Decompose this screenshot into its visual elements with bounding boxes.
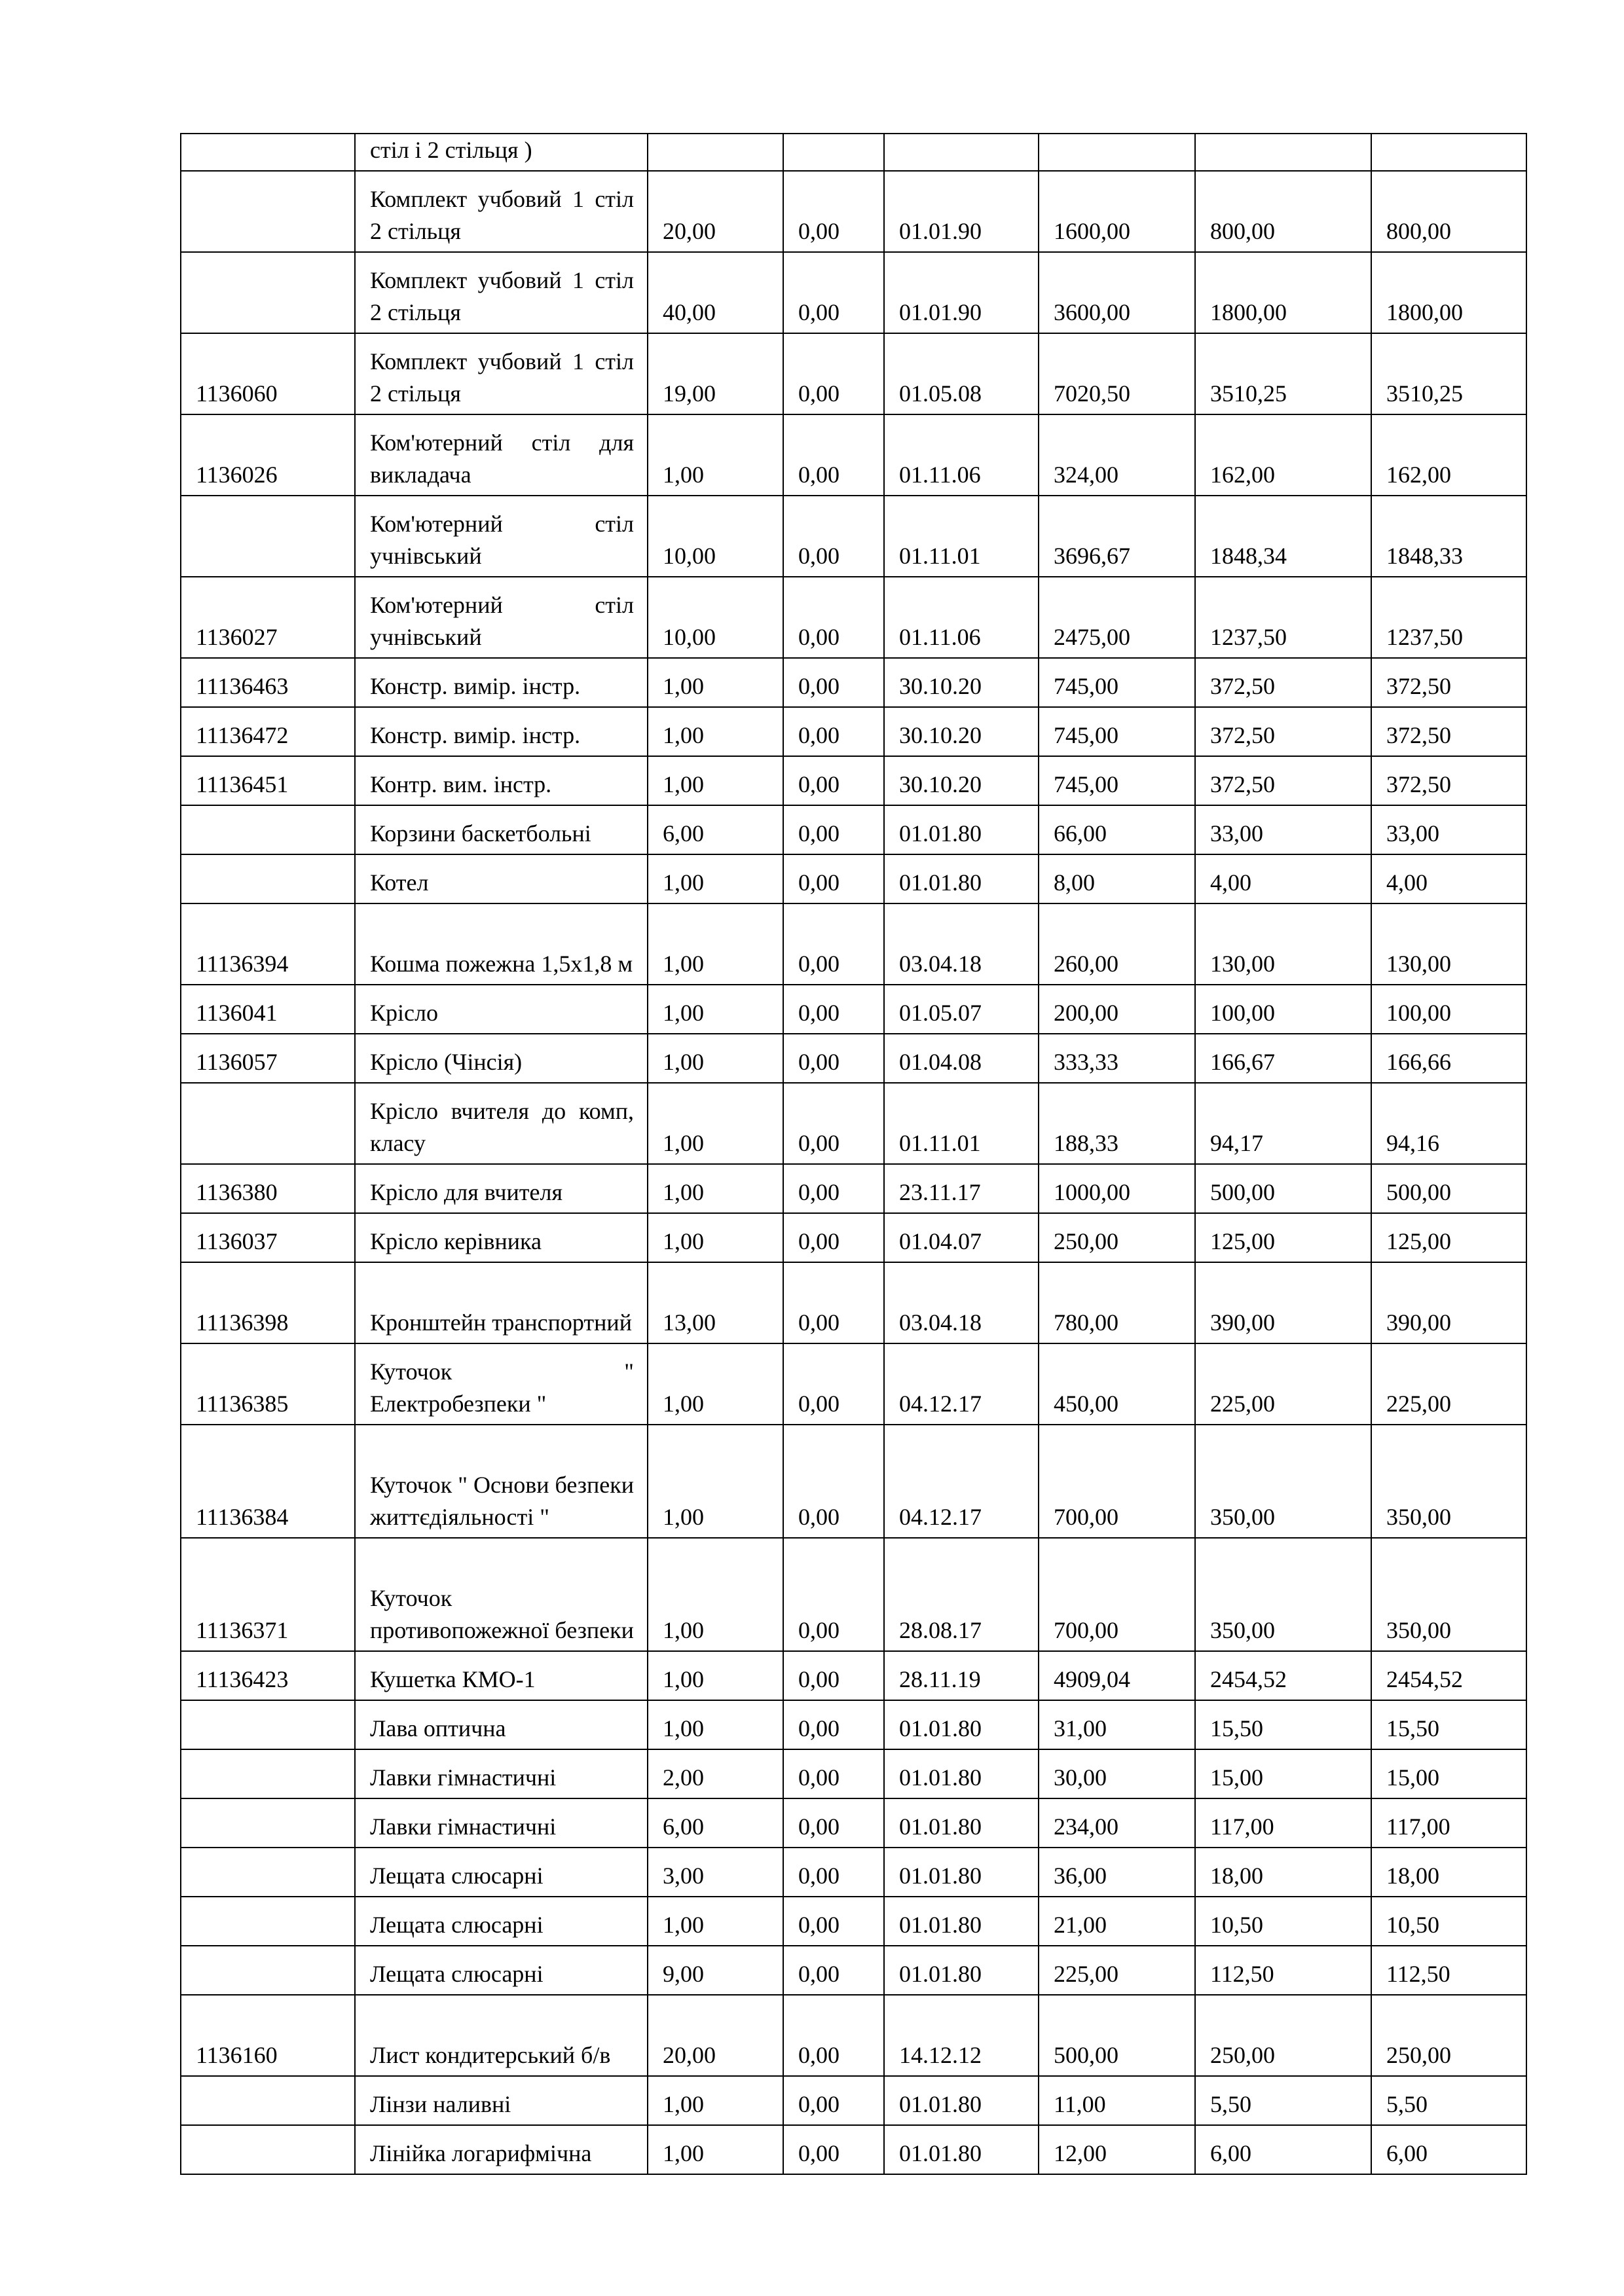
- cell-item-name: Лава оптична: [355, 1700, 648, 1749]
- cell-date: 30.10.20: [884, 756, 1039, 805]
- cell-residual-value: 800,00: [1371, 171, 1526, 252]
- cell-depreciation: 6,00: [1195, 2125, 1371, 2174]
- cell-residual-value: 372,50: [1371, 707, 1526, 756]
- cell-depreciation: 130,00: [1195, 903, 1371, 985]
- cell-inventory-number: 11136472: [181, 707, 355, 756]
- cell-item-name: Лінійка логарифмічна: [355, 2125, 648, 2174]
- cell-inventory-number: [181, 2125, 355, 2174]
- table-row: [181, 1897, 1526, 1946]
- cell-item-name: Лещата слюсарні: [355, 1946, 648, 1995]
- cell-initial-cost: 745,00: [1039, 707, 1195, 756]
- cell-item-name: Кошма пожежна 1,5х1,8 м: [355, 903, 648, 985]
- cell-inventory-number: 11136463: [181, 658, 355, 707]
- cell-inventory-number: [181, 1897, 355, 1946]
- cell-residual-value: 225,00: [1371, 1343, 1526, 1425]
- table-row: [181, 1651, 1526, 1700]
- cell-item-name: Куточок " Електробезпеки ": [355, 1343, 648, 1425]
- cell-residual-value: 4,00: [1371, 854, 1526, 903]
- cell-inventory-number: [181, 171, 355, 252]
- cell-initial-cost: 225,00: [1039, 1946, 1195, 1995]
- cell-date: 01.11.06: [884, 414, 1039, 496]
- cell-inventory-number: 11136385: [181, 1343, 355, 1425]
- cell-residual-value: 350,00: [1371, 1425, 1526, 1538]
- cell-depreciation: 1800,00: [1195, 252, 1371, 333]
- cell-item-name: Крісло: [355, 985, 648, 1034]
- cell-initial-cost: 780,00: [1039, 1262, 1195, 1343]
- cell-quantity: 1,00: [648, 2076, 783, 2125]
- table-row: [181, 414, 1526, 496]
- cell-date: 01.04.07: [884, 1213, 1039, 1262]
- cell-residual-value: 6,00: [1371, 2125, 1526, 2174]
- cell-wear-rate: 0,00: [783, 1538, 884, 1651]
- cell-initial-cost: 3696,67: [1039, 496, 1195, 577]
- cell-residual-value: 94,16: [1371, 1083, 1526, 1164]
- cell-initial-cost: 4909,04: [1039, 1651, 1195, 1700]
- cell-wear-rate: 0,00: [783, 333, 884, 414]
- cell-depreciation: 250,00: [1195, 1995, 1371, 2076]
- cell-wear-rate: 0,00: [783, 903, 884, 985]
- cell-item-name: Куточок " Основи безпеки життєдіяльності ": [355, 1425, 648, 1538]
- cell-inventory-number: 11136398: [181, 1262, 355, 1343]
- cell-quantity: 1,00: [648, 2125, 783, 2174]
- cell-residual-value: [1371, 134, 1526, 171]
- cell-quantity: 1,00: [648, 1164, 783, 1213]
- cell-wear-rate: 0,00: [783, 1262, 884, 1343]
- cell-depreciation: 1237,50: [1195, 577, 1371, 658]
- table-row: [181, 1034, 1526, 1083]
- cell-wear-rate: 0,00: [783, 854, 884, 903]
- cell-residual-value: 162,00: [1371, 414, 1526, 496]
- cell-item-name: Ком'ютерний стіл для викладача: [355, 414, 648, 496]
- cell-item-name: Ком'ютерний стіл учнівський: [355, 496, 648, 577]
- cell-date: 04.12.17: [884, 1343, 1039, 1425]
- cell-wear-rate: 0,00: [783, 252, 884, 333]
- table-row: [181, 854, 1526, 903]
- cell-wear-rate: 0,00: [783, 1946, 884, 1995]
- cell-depreciation: [1195, 134, 1371, 171]
- cell-residual-value: 3510,25: [1371, 333, 1526, 414]
- cell-quantity: 10,00: [648, 577, 783, 658]
- cell-quantity: 1,00: [648, 1213, 783, 1262]
- cell-wear-rate: [783, 134, 884, 171]
- cell-wear-rate: 0,00: [783, 1848, 884, 1897]
- cell-initial-cost: 1600,00: [1039, 171, 1195, 252]
- cell-item-name: Крісло для вчителя: [355, 1164, 648, 1213]
- cell-item-name: Крісло (Чінсія): [355, 1034, 648, 1083]
- cell-item-name: Комплект учбовий 1 стіл 2 стільця: [355, 333, 648, 414]
- cell-inventory-number: [181, 496, 355, 577]
- cell-wear-rate: 0,00: [783, 496, 884, 577]
- cell-date: 30.10.20: [884, 707, 1039, 756]
- cell-residual-value: 372,50: [1371, 756, 1526, 805]
- cell-wear-rate: 0,00: [783, 707, 884, 756]
- cell-initial-cost: 333,33: [1039, 1034, 1195, 1083]
- cell-inventory-number: [181, 1083, 355, 1164]
- cell-depreciation: 500,00: [1195, 1164, 1371, 1213]
- cell-residual-value: 1237,50: [1371, 577, 1526, 658]
- cell-date: 01.05.08: [884, 333, 1039, 414]
- cell-initial-cost: 188,33: [1039, 1083, 1195, 1164]
- cell-residual-value: 1800,00: [1371, 252, 1526, 333]
- cell-wear-rate: 0,00: [783, 577, 884, 658]
- cell-initial-cost: [1039, 134, 1195, 171]
- cell-date: 01.05.07: [884, 985, 1039, 1034]
- cell-date: 01.01.80: [884, 2125, 1039, 2174]
- table-row: [181, 985, 1526, 1034]
- cell-item-name: Констр. вимір. інстр.: [355, 707, 648, 756]
- cell-inventory-number: [181, 252, 355, 333]
- cell-quantity: 40,00: [648, 252, 783, 333]
- cell-wear-rate: 0,00: [783, 1749, 884, 1798]
- cell-initial-cost: 745,00: [1039, 658, 1195, 707]
- cell-date: 01.01.80: [884, 2076, 1039, 2125]
- cell-date: 01.11.06: [884, 577, 1039, 658]
- cell-wear-rate: 0,00: [783, 1343, 884, 1425]
- cell-initial-cost: 745,00: [1039, 756, 1195, 805]
- table-row: [181, 1700, 1526, 1749]
- table-row: [181, 1946, 1526, 1995]
- cell-item-name: Констр. вимір. інстр.: [355, 658, 648, 707]
- cell-date: 01.01.80: [884, 1798, 1039, 1848]
- cell-inventory-number: 11136451: [181, 756, 355, 805]
- cell-residual-value: 372,50: [1371, 658, 1526, 707]
- cell-wear-rate: 0,00: [783, 414, 884, 496]
- cell-wear-rate: 0,00: [783, 2076, 884, 2125]
- cell-initial-cost: 260,00: [1039, 903, 1195, 985]
- table-row: [181, 1083, 1526, 1164]
- cell-date: 01.01.90: [884, 171, 1039, 252]
- table-row: [181, 756, 1526, 805]
- cell-wear-rate: 0,00: [783, 1798, 884, 1848]
- cell-item-name: Кронштейн транспортний: [355, 1262, 648, 1343]
- cell-initial-cost: 500,00: [1039, 1995, 1195, 2076]
- cell-residual-value: 100,00: [1371, 985, 1526, 1034]
- cell-quantity: 2,00: [648, 1749, 783, 1798]
- cell-residual-value: 33,00: [1371, 805, 1526, 854]
- cell-item-name: Контр. вим. інстр.: [355, 756, 648, 805]
- table-row: [181, 805, 1526, 854]
- table-row: [181, 707, 1526, 756]
- cell-inventory-number: 1136041: [181, 985, 355, 1034]
- cell-depreciation: 162,00: [1195, 414, 1371, 496]
- cell-item-name: Куточок противопожежної безпеки: [355, 1538, 648, 1651]
- cell-wear-rate: 0,00: [783, 756, 884, 805]
- cell-wear-rate: 0,00: [783, 985, 884, 1034]
- cell-item-name: Крісло вчителя до комп, класу: [355, 1083, 648, 1164]
- table-row: [181, 1343, 1526, 1425]
- cell-quantity: 13,00: [648, 1262, 783, 1343]
- cell-inventory-number: [181, 1848, 355, 1897]
- cell-quantity: 1,00: [648, 1083, 783, 1164]
- cell-quantity: 1,00: [648, 985, 783, 1034]
- cell-wear-rate: 0,00: [783, 658, 884, 707]
- cell-residual-value: 166,66: [1371, 1034, 1526, 1083]
- cell-date: 03.04.18: [884, 903, 1039, 985]
- cell-initial-cost: 200,00: [1039, 985, 1195, 1034]
- cell-depreciation: 117,00: [1195, 1798, 1371, 1848]
- cell-item-name: Комплект учбовий 1 стіл 2 стільця: [355, 252, 648, 333]
- cell-inventory-number: 1136160: [181, 1995, 355, 2076]
- cell-wear-rate: 0,00: [783, 1213, 884, 1262]
- cell-depreciation: 15,50: [1195, 1700, 1371, 1749]
- cell-initial-cost: 21,00: [1039, 1897, 1195, 1946]
- cell-date: 28.11.19: [884, 1651, 1039, 1700]
- cell-depreciation: 390,00: [1195, 1262, 1371, 1343]
- cell-date: 01.01.80: [884, 1700, 1039, 1749]
- cell-depreciation: 225,00: [1195, 1343, 1371, 1425]
- cell-residual-value: 125,00: [1371, 1213, 1526, 1262]
- table-row: [181, 1164, 1526, 1213]
- cell-quantity: 1,00: [648, 414, 783, 496]
- cell-date: [884, 134, 1039, 171]
- cell-wear-rate: 0,00: [783, 1651, 884, 1700]
- cell-initial-cost: 700,00: [1039, 1425, 1195, 1538]
- cell-depreciation: 100,00: [1195, 985, 1371, 1034]
- cell-inventory-number: 1136060: [181, 333, 355, 414]
- cell-item-name: Лавки гімнастичні: [355, 1798, 648, 1848]
- cell-date: 01.11.01: [884, 496, 1039, 577]
- cell-quantity: 1,00: [648, 1343, 783, 1425]
- cell-inventory-number: [181, 1700, 355, 1749]
- cell-quantity: 1,00: [648, 658, 783, 707]
- cell-date: 23.11.17: [884, 1164, 1039, 1213]
- cell-quantity: 1,00: [648, 707, 783, 756]
- cell-depreciation: 372,50: [1195, 707, 1371, 756]
- cell-item-name: Котел: [355, 854, 648, 903]
- cell-item-name: Ком'ютерний стіл учнівський: [355, 577, 648, 658]
- cell-quantity: 1,00: [648, 1700, 783, 1749]
- cell-inventory-number: [181, 1798, 355, 1848]
- cell-initial-cost: 3600,00: [1039, 252, 1195, 333]
- cell-initial-cost: 450,00: [1039, 1343, 1195, 1425]
- cell-inventory-number: [181, 1946, 355, 1995]
- cell-date: 01.04.08: [884, 1034, 1039, 1083]
- cell-quantity: [648, 134, 783, 171]
- cell-depreciation: 3510,25: [1195, 333, 1371, 414]
- cell-quantity: 1,00: [648, 903, 783, 985]
- cell-depreciation: 5,50: [1195, 2076, 1371, 2125]
- cell-inventory-number: 11136371: [181, 1538, 355, 1651]
- cell-wear-rate: 0,00: [783, 1995, 884, 2076]
- cell-depreciation: 18,00: [1195, 1848, 1371, 1897]
- cell-initial-cost: 8,00: [1039, 854, 1195, 903]
- table-row: [181, 658, 1526, 707]
- table-row: [181, 577, 1526, 658]
- table-row: [181, 1749, 1526, 1798]
- cell-residual-value: 350,00: [1371, 1538, 1526, 1651]
- cell-wear-rate: 0,00: [783, 1897, 884, 1946]
- cell-quantity: 9,00: [648, 1946, 783, 1995]
- cell-wear-rate: 0,00: [783, 1700, 884, 1749]
- cell-inventory-number: [181, 2076, 355, 2125]
- cell-depreciation: 125,00: [1195, 1213, 1371, 1262]
- cell-residual-value: 390,00: [1371, 1262, 1526, 1343]
- cell-inventory-number: [181, 1749, 355, 1798]
- cell-wear-rate: 0,00: [783, 805, 884, 854]
- cell-depreciation: 94,17: [1195, 1083, 1371, 1164]
- cell-initial-cost: 700,00: [1039, 1538, 1195, 1651]
- cell-residual-value: 5,50: [1371, 2076, 1526, 2125]
- cell-inventory-number: 11136394: [181, 903, 355, 985]
- cell-residual-value: 10,50: [1371, 1897, 1526, 1946]
- cell-inventory-number: 1136380: [181, 1164, 355, 1213]
- cell-initial-cost: 250,00: [1039, 1213, 1195, 1262]
- table-row: [181, 1425, 1526, 1538]
- cell-initial-cost: 31,00: [1039, 1700, 1195, 1749]
- cell-date: 01.11.01: [884, 1083, 1039, 1164]
- cell-quantity: 3,00: [648, 1848, 783, 1897]
- cell-date: 01.01.80: [884, 805, 1039, 854]
- cell-date: 01.01.80: [884, 1749, 1039, 1798]
- table-row: [181, 333, 1526, 414]
- cell-depreciation: 4,00: [1195, 854, 1371, 903]
- cell-wear-rate: 0,00: [783, 1164, 884, 1213]
- cell-wear-rate: 0,00: [783, 2125, 884, 2174]
- table-row: [181, 2125, 1526, 2174]
- cell-initial-cost: 66,00: [1039, 805, 1195, 854]
- cell-quantity: 1,00: [648, 1651, 783, 1700]
- inventory-table: [180, 133, 1527, 2175]
- cell-residual-value: 1848,33: [1371, 496, 1526, 577]
- cell-quantity: 1,00: [648, 756, 783, 805]
- cell-date: 01.01.80: [884, 1946, 1039, 1995]
- cell-initial-cost: 12,00: [1039, 2125, 1195, 2174]
- cell-initial-cost: 1000,00: [1039, 1164, 1195, 1213]
- cell-wear-rate: 0,00: [783, 1083, 884, 1164]
- cell-initial-cost: 36,00: [1039, 1848, 1195, 1897]
- cell-item-name: Корзини баскетбольні: [355, 805, 648, 854]
- cell-date: 01.01.80: [884, 854, 1039, 903]
- cell-date: 04.12.17: [884, 1425, 1039, 1538]
- cell-quantity: 6,00: [648, 1798, 783, 1848]
- cell-inventory-number: 1136026: [181, 414, 355, 496]
- table-row: [181, 1538, 1526, 1651]
- table-row: [181, 496, 1526, 577]
- cell-quantity: 6,00: [648, 805, 783, 854]
- cell-item-name: Лещата слюсарні: [355, 1897, 648, 1946]
- cell-inventory-number: 11136423: [181, 1651, 355, 1700]
- cell-date: 03.04.18: [884, 1262, 1039, 1343]
- table-row: [181, 1262, 1526, 1343]
- cell-depreciation: 112,50: [1195, 1946, 1371, 1995]
- cell-quantity: 1,00: [648, 1034, 783, 1083]
- cell-residual-value: 117,00: [1371, 1798, 1526, 1848]
- cell-residual-value: 130,00: [1371, 903, 1526, 985]
- table-row: [181, 1213, 1526, 1262]
- cell-residual-value: 250,00: [1371, 1995, 1526, 2076]
- cell-item-name: Лещата слюсарні: [355, 1848, 648, 1897]
- cell-date: 01.01.80: [884, 1897, 1039, 1946]
- table-row: [181, 1798, 1526, 1848]
- table-row: [181, 171, 1526, 252]
- cell-inventory-number: 1136057: [181, 1034, 355, 1083]
- cell-depreciation: 800,00: [1195, 171, 1371, 252]
- cell-item-name: Комплект учбовий 1 стіл 2 стільця: [355, 171, 648, 252]
- cell-quantity: 20,00: [648, 1995, 783, 2076]
- cell-item-name: Лист кондитерський б/в: [355, 1995, 648, 2076]
- cell-depreciation: 10,50: [1195, 1897, 1371, 1946]
- cell-initial-cost: 7020,50: [1039, 333, 1195, 414]
- cell-inventory-number: 1136027: [181, 577, 355, 658]
- cell-residual-value: 112,50: [1371, 1946, 1526, 1995]
- cell-inventory-number: 11136384: [181, 1425, 355, 1538]
- cell-depreciation: 350,00: [1195, 1538, 1371, 1651]
- cell-date: 30.10.20: [884, 658, 1039, 707]
- cell-date: 14.12.12: [884, 1995, 1039, 2076]
- cell-quantity: 1,00: [648, 854, 783, 903]
- cell-inventory-number: [181, 805, 355, 854]
- cell-wear-rate: 0,00: [783, 1034, 884, 1083]
- cell-depreciation: 1848,34: [1195, 496, 1371, 577]
- cell-item-name: Лінзи наливні: [355, 2076, 648, 2125]
- table-row: [181, 1848, 1526, 1897]
- cell-quantity: 20,00: [648, 171, 783, 252]
- cell-depreciation: 372,50: [1195, 658, 1371, 707]
- table-row: [181, 1995, 1526, 2076]
- cell-date: 01.01.90: [884, 252, 1039, 333]
- cell-date: 28.08.17: [884, 1538, 1039, 1651]
- cell-quantity: 19,00: [648, 333, 783, 414]
- cell-depreciation: 166,67: [1195, 1034, 1371, 1083]
- cell-initial-cost: 2475,00: [1039, 577, 1195, 658]
- cell-residual-value: 500,00: [1371, 1164, 1526, 1213]
- cell-date: 01.01.80: [884, 1848, 1039, 1897]
- cell-depreciation: 372,50: [1195, 756, 1371, 805]
- cell-quantity: 1,00: [648, 1425, 783, 1538]
- table-row: [181, 903, 1526, 985]
- cell-initial-cost: 324,00: [1039, 414, 1195, 496]
- cell-depreciation: 15,00: [1195, 1749, 1371, 1798]
- cell-residual-value: 18,00: [1371, 1848, 1526, 1897]
- cell-inventory-number: [181, 134, 355, 171]
- cell-inventory-number: 1136037: [181, 1213, 355, 1262]
- cell-initial-cost: 30,00: [1039, 1749, 1195, 1798]
- table-row: [181, 252, 1526, 333]
- cell-residual-value: 15,50: [1371, 1700, 1526, 1749]
- cell-wear-rate: 0,00: [783, 1425, 884, 1538]
- cell-quantity: 1,00: [648, 1538, 783, 1651]
- cell-residual-value: 15,00: [1371, 1749, 1526, 1798]
- cell-wear-rate: 0,00: [783, 171, 884, 252]
- cell-depreciation: 33,00: [1195, 805, 1371, 854]
- cell-depreciation: 350,00: [1195, 1425, 1371, 1538]
- cell-item-name: Крісло керівника: [355, 1213, 648, 1262]
- cell-inventory-number: [181, 854, 355, 903]
- table-row: [181, 134, 1526, 171]
- table-row: [181, 2076, 1526, 2125]
- cell-quantity: 1,00: [648, 1897, 783, 1946]
- cell-initial-cost: 234,00: [1039, 1798, 1195, 1848]
- cell-quantity: 10,00: [648, 496, 783, 577]
- cell-item-name: стіл і 2 стільця ): [355, 134, 648, 171]
- cell-residual-value: 2454,52: [1371, 1651, 1526, 1700]
- cell-depreciation: 2454,52: [1195, 1651, 1371, 1700]
- cell-item-name: Кушетка КМО-1: [355, 1651, 648, 1700]
- cell-item-name: Лавки гімнастичні: [355, 1749, 648, 1798]
- cell-initial-cost: 11,00: [1039, 2076, 1195, 2125]
